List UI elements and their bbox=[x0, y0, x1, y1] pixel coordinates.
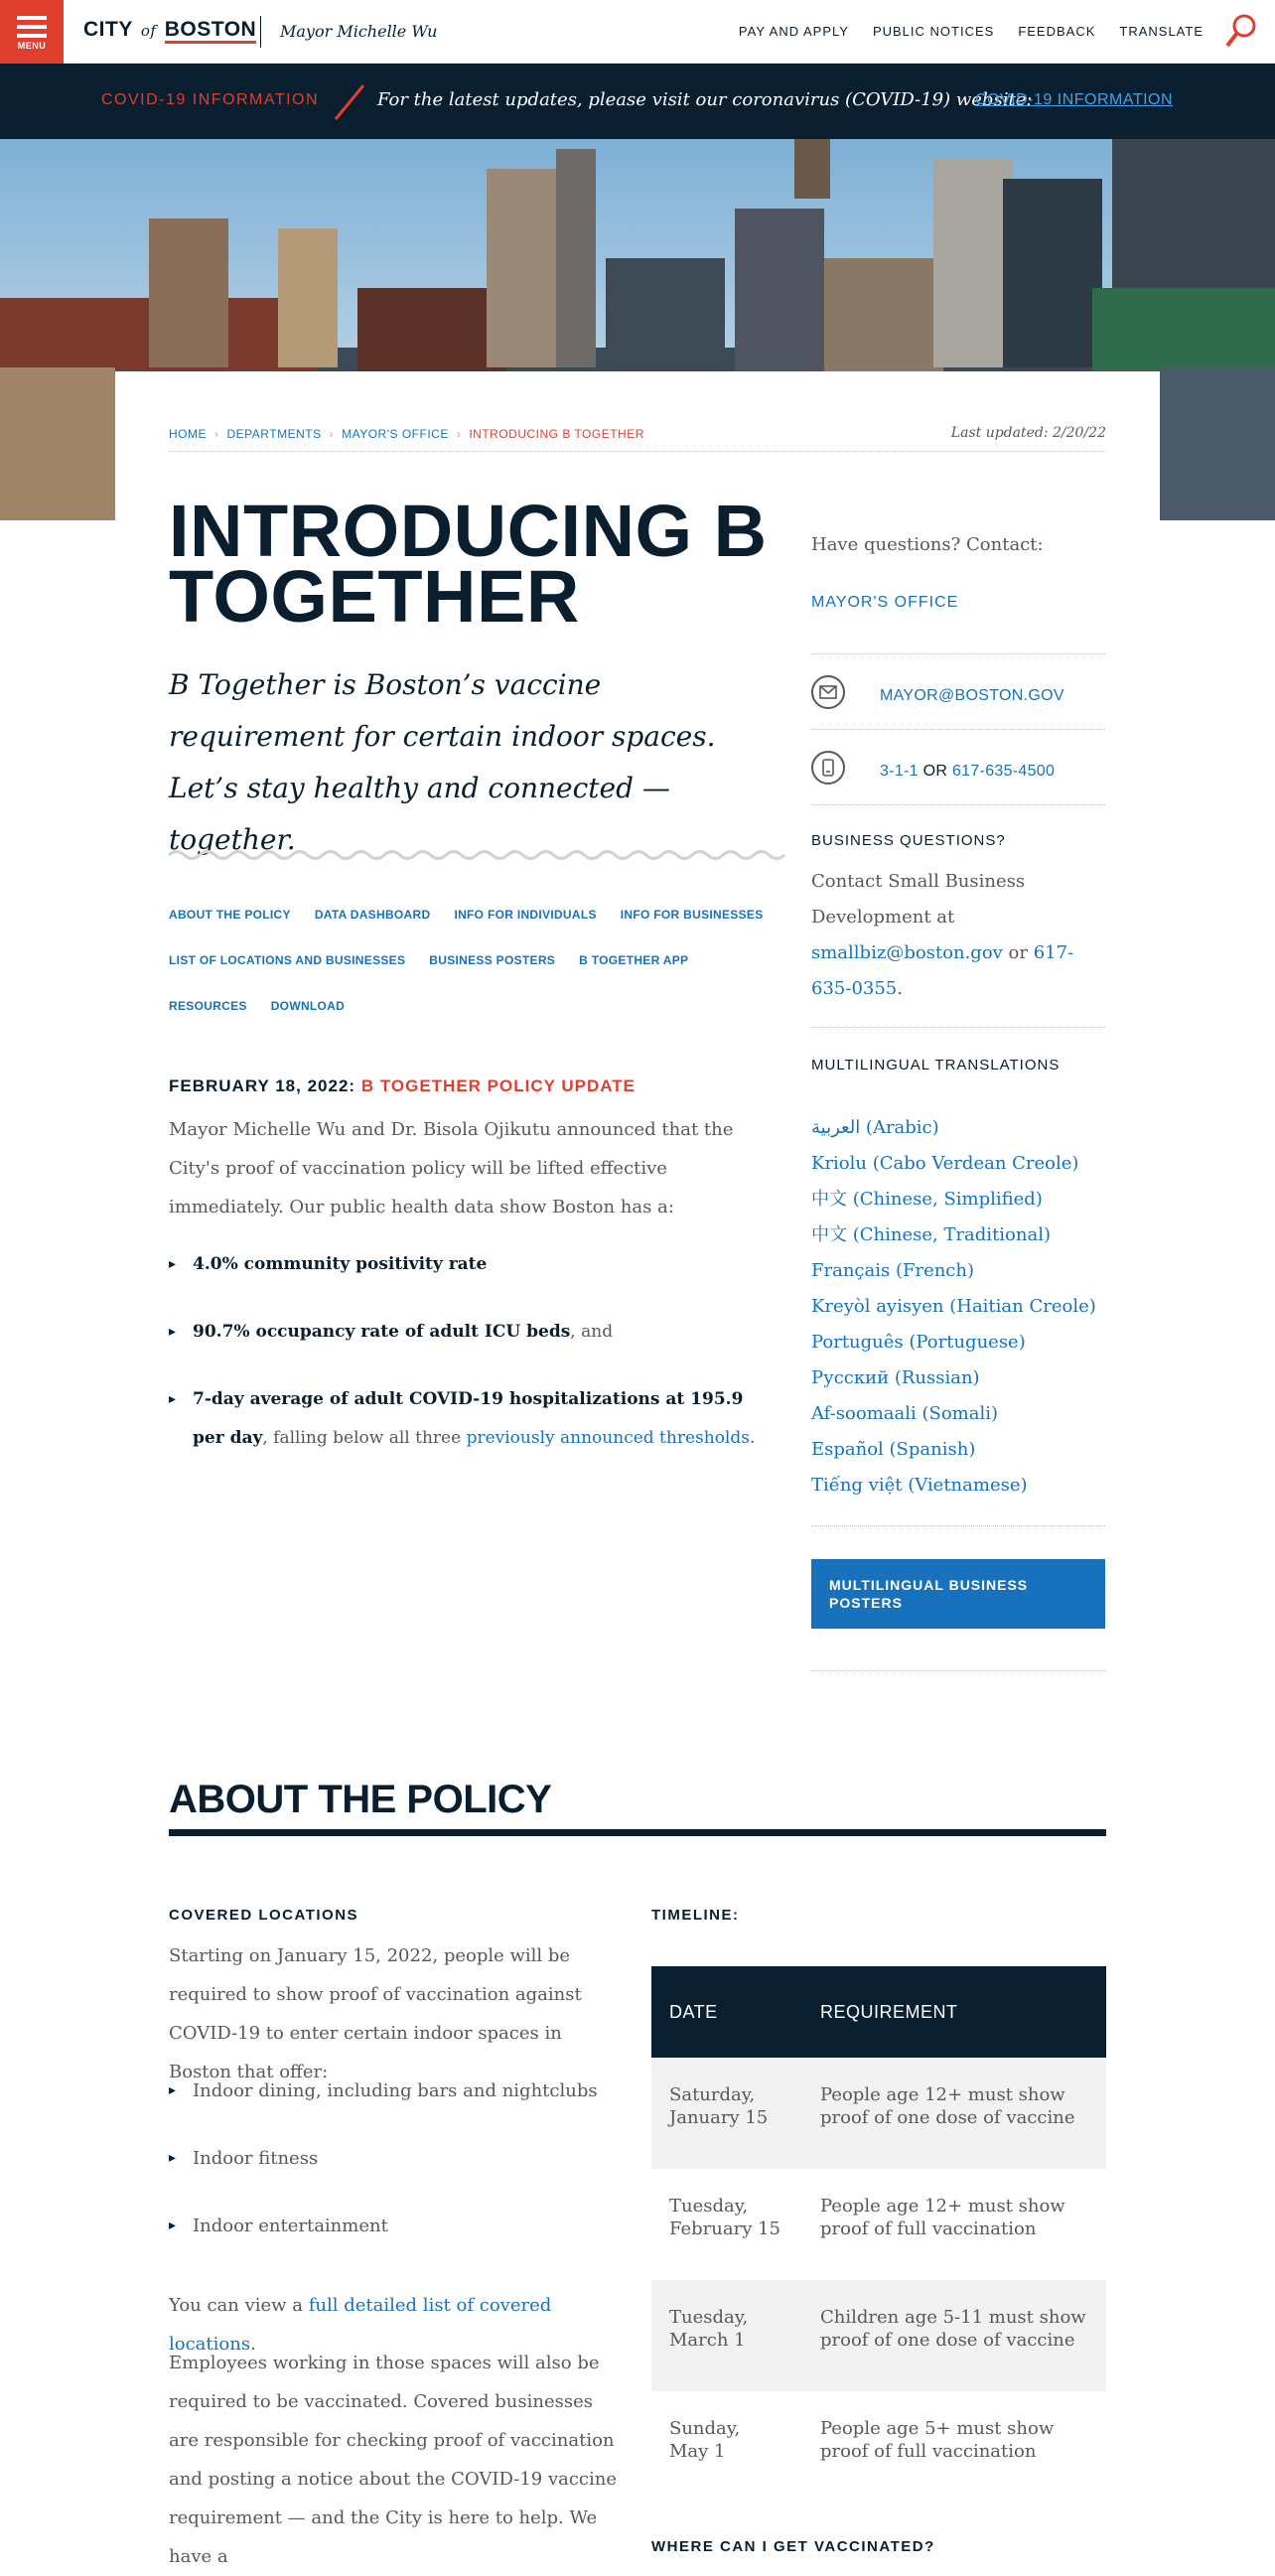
menu-label: MENU bbox=[17, 41, 47, 51]
sidebar-divider bbox=[811, 804, 1105, 805]
phone-line bbox=[880, 763, 1108, 781]
phone-311-link[interactable]: 3-1-1 bbox=[880, 763, 919, 780]
subnav-data-dashboard[interactable]: DATA DASHBOARD bbox=[314, 908, 431, 922]
covid-info-link[interactable]: COVID-19 INFORMATION bbox=[975, 91, 1174, 108]
timeline-req: People age 12+ must show proof of full vaccination bbox=[820, 2196, 1065, 2239]
timeline-req: People age 5+ must show proof of full vaccination bbox=[820, 2418, 1055, 2462]
thresholds-link[interactable]: previously announced thresholds bbox=[466, 1428, 750, 1448]
breadcrumb-separator-icon: › bbox=[329, 427, 335, 441]
smallbiz-email-link[interactable]: smallbiz@boston.gov bbox=[811, 942, 1003, 963]
metric-icu: 90.7% occupancy rate of adult ICU beds bbox=[193, 1322, 571, 1342]
logo-of: of bbox=[140, 22, 157, 40]
nav-public-notices[interactable]: PUBLIC NOTICES bbox=[872, 24, 995, 39]
covered-locations-heading: COVERED LOCATIONS bbox=[169, 1907, 359, 1924]
hamburger-icon bbox=[17, 16, 47, 43]
sidebar-office-link[interactable]: MAYOR'S OFFICE bbox=[811, 594, 959, 611]
timeline-date: Tuesday, March 1 bbox=[651, 2280, 802, 2391]
timeline-date: Tuesday, February 15 bbox=[669, 2196, 781, 2239]
timeline-req: Children age 5-11 must show proof of one dose of vaccine bbox=[802, 2280, 1106, 2391]
timeline-date: Sunday, May 1 bbox=[669, 2418, 741, 2462]
sidebar-divider bbox=[811, 729, 1105, 730]
sidebar-questions: Have questions? Contact: bbox=[811, 534, 1044, 555]
phone-or: OR bbox=[922, 763, 948, 780]
timeline-req: People age 12+ must show proof of one dose of vaccine bbox=[802, 2058, 1106, 2169]
covered-body: Starting on January 15, 2022, people will be required to show proof of vaccination against COVID-19 to enter certain indoor spaces in Boston that offer: bbox=[169, 1945, 582, 2082]
page-title: INTRODUCING B TOGETHER bbox=[169, 490, 768, 638]
covered-locations-link[interactable]: full detailed list of covered locations bbox=[169, 2295, 552, 2355]
table-row bbox=[651, 2058, 1106, 2169]
menu-button[interactable] bbox=[0, 0, 64, 64]
phone-number-link[interactable]: 617-635-4500 bbox=[951, 763, 1056, 780]
email-icon bbox=[811, 675, 845, 709]
breadcrumb-current: INTRODUCING B TOGETHER bbox=[469, 427, 644, 441]
page-intro: B Together is Boston’s vaccine requirement for certain indoor spaces. Let’s stay healthy and connected — together. bbox=[169, 668, 716, 856]
list-item: ▸ Indoor entertainment bbox=[169, 2207, 616, 2245]
biz-or: or bbox=[1002, 942, 1034, 963]
view-end: . bbox=[250, 2334, 256, 2355]
translation-link[interactable]: Español (Spanish) bbox=[811, 1439, 976, 1460]
translation-link[interactable]: 中文 (Chinese, Simplified) bbox=[811, 1189, 1043, 1210]
metric-hospitalizations: 7-day average of adult COVID-19 hospitalizations at 195.9 per day bbox=[193, 1389, 744, 1448]
update-title: B TOGETHER POLICY UPDATE bbox=[360, 1076, 637, 1095]
metric-hosp-end: . bbox=[749, 1428, 756, 1448]
business-questions-body bbox=[811, 864, 1105, 1007]
translation-link[interactable]: Français (French) bbox=[811, 1260, 975, 1281]
translation-link[interactable]: Kreyòl ayisyen (Haitian Creole) bbox=[811, 1296, 1096, 1317]
logo-boston: BOSTON bbox=[165, 18, 256, 44]
list-item: ▸ Indoor fitness bbox=[169, 2139, 616, 2178]
employees-text: Employees working in those spaces will also be required to be vaccinated. Covered businesses are responsible for checking proof of vaccination and posting a notice about the COVID-19 vaccine requirement — and the City is here to help. We have a bbox=[169, 2353, 618, 2567]
subnav-list-locations[interactable]: LIST OF LOCATIONS AND BUSINESSES bbox=[169, 953, 406, 967]
covid-label: COVID-19 INFORMATION bbox=[101, 91, 320, 108]
metrics-list bbox=[169, 1245, 765, 1487]
translation-link[interactable]: Русский (Russian) bbox=[811, 1367, 980, 1388]
metric-hosp-suffix: , falling below all three bbox=[262, 1428, 467, 1448]
subnav-b-together-app[interactable]: B TOGETHER APP bbox=[579, 953, 689, 967]
about-rule bbox=[169, 1829, 1106, 1836]
sidebar-divider bbox=[811, 1027, 1105, 1028]
covid-message: For the latest updates, please visit our coronavirus (COVID-19) website: bbox=[377, 89, 1033, 110]
metric-icu-suffix: , and bbox=[570, 1322, 614, 1342]
covid-banner bbox=[0, 64, 1275, 139]
biz-text: Contact Small Business Development at bbox=[811, 871, 1026, 928]
list-item: ▸ Indoor dining, including bars and nightclubs bbox=[169, 2072, 616, 2110]
sidebar-divider bbox=[811, 1525, 1105, 1526]
table-row bbox=[651, 2391, 1106, 2503]
last-updated: Last updated: 2/20/22 bbox=[950, 425, 1106, 441]
metric-positivity: 4.0% community positivity rate bbox=[193, 1254, 488, 1274]
translations-list bbox=[811, 1110, 1105, 1503]
timeline-heading: TIMELINE: bbox=[651, 1907, 740, 1924]
subnav-resources[interactable]: RESOURCES bbox=[169, 999, 247, 1013]
list-item bbox=[169, 1245, 765, 1284]
list-item bbox=[169, 1313, 765, 1352]
search-icon[interactable] bbox=[1223, 12, 1259, 52]
breadcrumb-divider bbox=[169, 451, 1106, 452]
breadcrumb-home[interactable]: HOME bbox=[169, 427, 207, 441]
update-heading bbox=[169, 1076, 636, 1096]
slash-divider-icon bbox=[330, 83, 369, 121]
table-header-row bbox=[651, 1966, 1106, 2058]
col-requirement: REQUIREMENT bbox=[802, 1966, 1106, 2058]
breadcrumb-separator-icon: › bbox=[214, 427, 219, 441]
city-logo[interactable] bbox=[83, 18, 256, 42]
multilingual-posters-button[interactable]: MULTILINGUAL BUSINESS POSTERS bbox=[811, 1559, 1105, 1629]
logo-city: CITY bbox=[83, 18, 133, 41]
site-header bbox=[0, 0, 1275, 64]
logo-divider bbox=[260, 16, 261, 48]
breadcrumb bbox=[169, 427, 644, 441]
biz-end: . bbox=[897, 978, 903, 999]
subnav-about-policy[interactable]: ABOUT THE POLICY bbox=[169, 908, 291, 922]
phone-icon bbox=[811, 751, 845, 785]
breadcrumb-mayors-office[interactable]: MAYOR'S OFFICE bbox=[342, 427, 449, 441]
table-row bbox=[651, 2169, 1106, 2280]
about-heading: ABOUT THE POLICY bbox=[169, 1778, 552, 1821]
multilingual-heading: MULTILINGUAL TRANSLATIONS bbox=[811, 1057, 1061, 1073]
wave-divider bbox=[169, 848, 784, 862]
email-link[interactable]: MAYOR@BOSTON.GOV bbox=[880, 687, 1064, 704]
business-questions-heading: BUSINESS QUESTIONS? bbox=[811, 832, 1006, 849]
timeline-date: Saturday, January 15 bbox=[651, 2058, 802, 2169]
nav-translate[interactable]: TRANSLATE bbox=[1119, 24, 1204, 39]
breadcrumb-separator-icon: › bbox=[456, 427, 462, 441]
where-vaccinated-heading: WHERE CAN I GET VACCINATED? bbox=[651, 2538, 935, 2555]
breadcrumb-departments[interactable]: DEPARTMENTS bbox=[226, 427, 322, 441]
translation-link[interactable]: العربية (Arabic) bbox=[811, 1117, 939, 1138]
subnav-download[interactable]: DOWNLOAD bbox=[270, 999, 346, 1013]
top-nav bbox=[739, 24, 1204, 39]
translation-link[interactable]: Tiếng việt (Vietnamese) bbox=[811, 1475, 1028, 1496]
sidebar-divider bbox=[811, 1670, 1105, 1671]
update-body: Mayor Michelle Wu and Dr. Bisola Ojikutu announced that the City's proof of vaccination policy will be lifted effective immediately. Our public health data show Boston has a: bbox=[169, 1119, 734, 1217]
translation-link[interactable]: Português (Portuguese) bbox=[811, 1332, 1026, 1353]
covered-list bbox=[169, 2072, 616, 2274]
translation-link[interactable]: Kriolu (Cabo Verdean Creole) bbox=[811, 1153, 1079, 1174]
subnav-business-posters[interactable]: BUSINESS POSTERS bbox=[429, 953, 556, 967]
table-row bbox=[651, 2280, 1106, 2391]
subnav-info-individuals[interactable]: INFO FOR INDIVIDUALS bbox=[454, 908, 597, 922]
section-nav bbox=[169, 908, 784, 1045]
smallbiz-phone-link[interactable]: 617-635-0355 bbox=[811, 942, 1074, 999]
nav-pay-and-apply[interactable]: PAY AND APPLY bbox=[738, 24, 849, 39]
sidebar-divider bbox=[811, 653, 1105, 654]
translation-link[interactable]: Af-soomaali (Somali) bbox=[811, 1403, 998, 1424]
list-item bbox=[169, 1380, 765, 1458]
mayor-name: Mayor Michelle Wu bbox=[280, 22, 438, 41]
update-date: FEBRUARY 18, 2022: bbox=[169, 1076, 356, 1095]
nav-feedback[interactable]: FEEDBACK bbox=[1018, 24, 1096, 39]
view-prefix: You can view a bbox=[169, 2295, 309, 2316]
subnav-info-businesses[interactable]: INFO FOR BUSINESSES bbox=[620, 908, 764, 922]
timeline-table bbox=[651, 1966, 1106, 2503]
translation-link[interactable]: 中文 (Chinese, Traditional) bbox=[811, 1224, 1051, 1245]
col-date: DATE bbox=[651, 1966, 802, 2058]
